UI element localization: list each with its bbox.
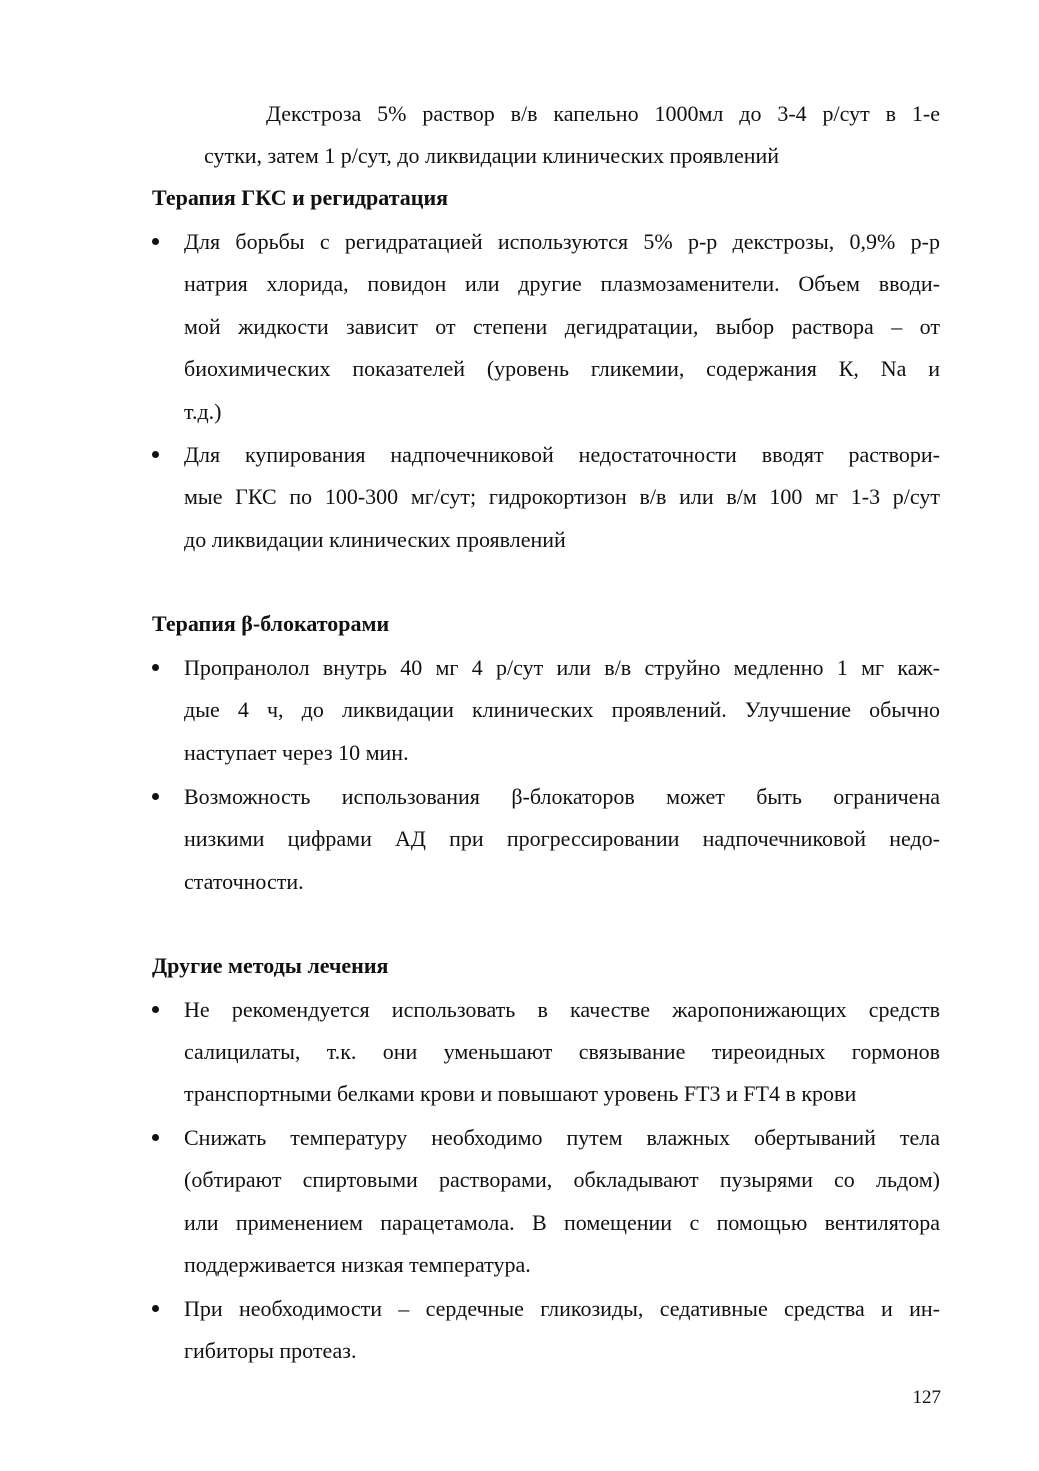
list-item-line: биохимических показателей (уровень гликемии, содержания К, Na и: [184, 356, 940, 381]
list-item-line: (обтирают спиртовыми растворами, обкладывают пузырями со льдом): [184, 1167, 940, 1192]
bullet-icon: [149, 442, 163, 456]
list-item-line: статочности.: [184, 869, 304, 894]
bullet-icon: [149, 997, 163, 1011]
list-item-line: Пропранолол внутрь 40 мг 4 р/сут или в/в струйно медленно 1 мг каж-: [184, 655, 940, 680]
list-item-line: Не рекомендуется использовать в качестве жаропонижающих средств: [184, 997, 940, 1022]
intro-line-2: сутки, затем 1 р/сут, до ликвидации клинических проявлений: [204, 143, 780, 168]
bullet-icon: [149, 655, 163, 669]
list-item-line: т.д.): [184, 399, 222, 424]
list-item-line: салицилаты, т.к. они уменьшают связывание тиреоидных гормонов: [184, 1039, 940, 1064]
list-item-line: транспортными белками крови и повышают уровень FT3 и FT4 в крови: [184, 1081, 857, 1106]
list-item-line: гибиторы протеаз.: [184, 1338, 357, 1363]
list-item-line: мые ГКС по 100-300 мг/сут; гидрокортизон в/в или в/м 100 мг 1-3 р/сут: [184, 484, 940, 509]
bullet-icon: [149, 784, 163, 798]
page-number: 127: [912, 1387, 941, 1408]
list-item-line: Снижать температуру необходимо путем влажных обертываний тела: [184, 1125, 940, 1150]
bullet-icon: [149, 1125, 163, 1139]
list-item-line: натрия хлорида, повидон или другие плазмозаменители. Объем вводи-: [184, 271, 940, 296]
list-item-line: дые 4 ч, до ликвидации клинических проявлений. Улучшение обычно: [184, 697, 940, 722]
list-item-line: наступает через 10 мин.: [184, 740, 409, 765]
intro-line-1: Декстроза 5% раствор в/в капельно 1000мл до 3-4 р/сут в 1-е: [266, 101, 940, 126]
list-item-line: до ликвидации клинических проявлений: [184, 527, 566, 552]
list-item-line: При необходимости – сердечные гликозиды, седативные средства и ин-: [184, 1296, 940, 1321]
bullet-icon: [149, 1296, 163, 1310]
list-item-line: Для купирования надпочечниковой недостаточности вводят раствори-: [184, 442, 940, 467]
section-heading-beta-blockers: Терапия β-блокаторами: [152, 611, 390, 636]
list-item-line: или применением парацетамола. В помещении с помощью вентилятора: [184, 1210, 940, 1235]
list-item-line: Для борьбы с регидратацией используются 5% р-р декстрозы, 0,9% р-р: [184, 229, 940, 254]
list-item-line: поддерживается низкая температура.: [184, 1252, 531, 1277]
section-heading-gks-rehydration: Терапия ГКС и регидратация: [152, 185, 449, 210]
bullet-icon: [149, 229, 163, 243]
list-item-line: Возможность использования β-блокаторов может быть ограничена: [184, 784, 940, 809]
section-heading-other-methods: Другие методы лечения: [152, 953, 389, 978]
list-item-line: низкими цифрами АД при прогрессировании надпочечниковой недо-: [184, 826, 940, 851]
list-item-line: мой жидкости зависит от степени дегидратации, выбор раствора – от: [184, 314, 940, 339]
